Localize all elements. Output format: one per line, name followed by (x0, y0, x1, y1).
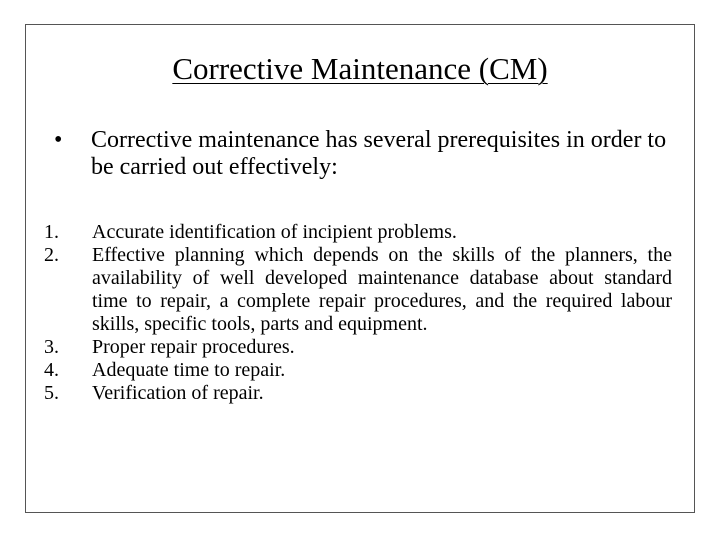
list-item-number: 3. (44, 336, 59, 358)
list-item-number: 2. (44, 244, 59, 266)
list-item-number: 1. (44, 221, 59, 243)
list-item-text: Proper repair procedures. (92, 336, 295, 358)
list-item-text: Verification of repair. (92, 382, 264, 404)
slide-title: Corrective Maintenance (CM) (172, 51, 548, 86)
list-item-text: Adequate time to repair. (92, 359, 286, 381)
list-item-number: 4. (44, 359, 59, 381)
list-item (44, 382, 672, 405)
list-item-text: Effective planning which depends on the skills of the planners, the availability of well developed maintenance database about standard time to repair, a complete repair procedures, and the required labour skills, specific tools, parts and equipment. (92, 244, 672, 335)
bullet-marker: • (54, 127, 63, 153)
prerequisites-list (44, 221, 684, 405)
list-item-text: Accurate identification of incipient problems. (92, 221, 457, 243)
list-item (44, 336, 672, 359)
list-item (44, 359, 672, 382)
intro-text: Corrective maintenance has several prerequisites in order to be carried out effectively: (91, 127, 667, 180)
list-item (44, 244, 672, 336)
list-item (44, 221, 672, 244)
list-item-number: 5. (44, 382, 59, 404)
